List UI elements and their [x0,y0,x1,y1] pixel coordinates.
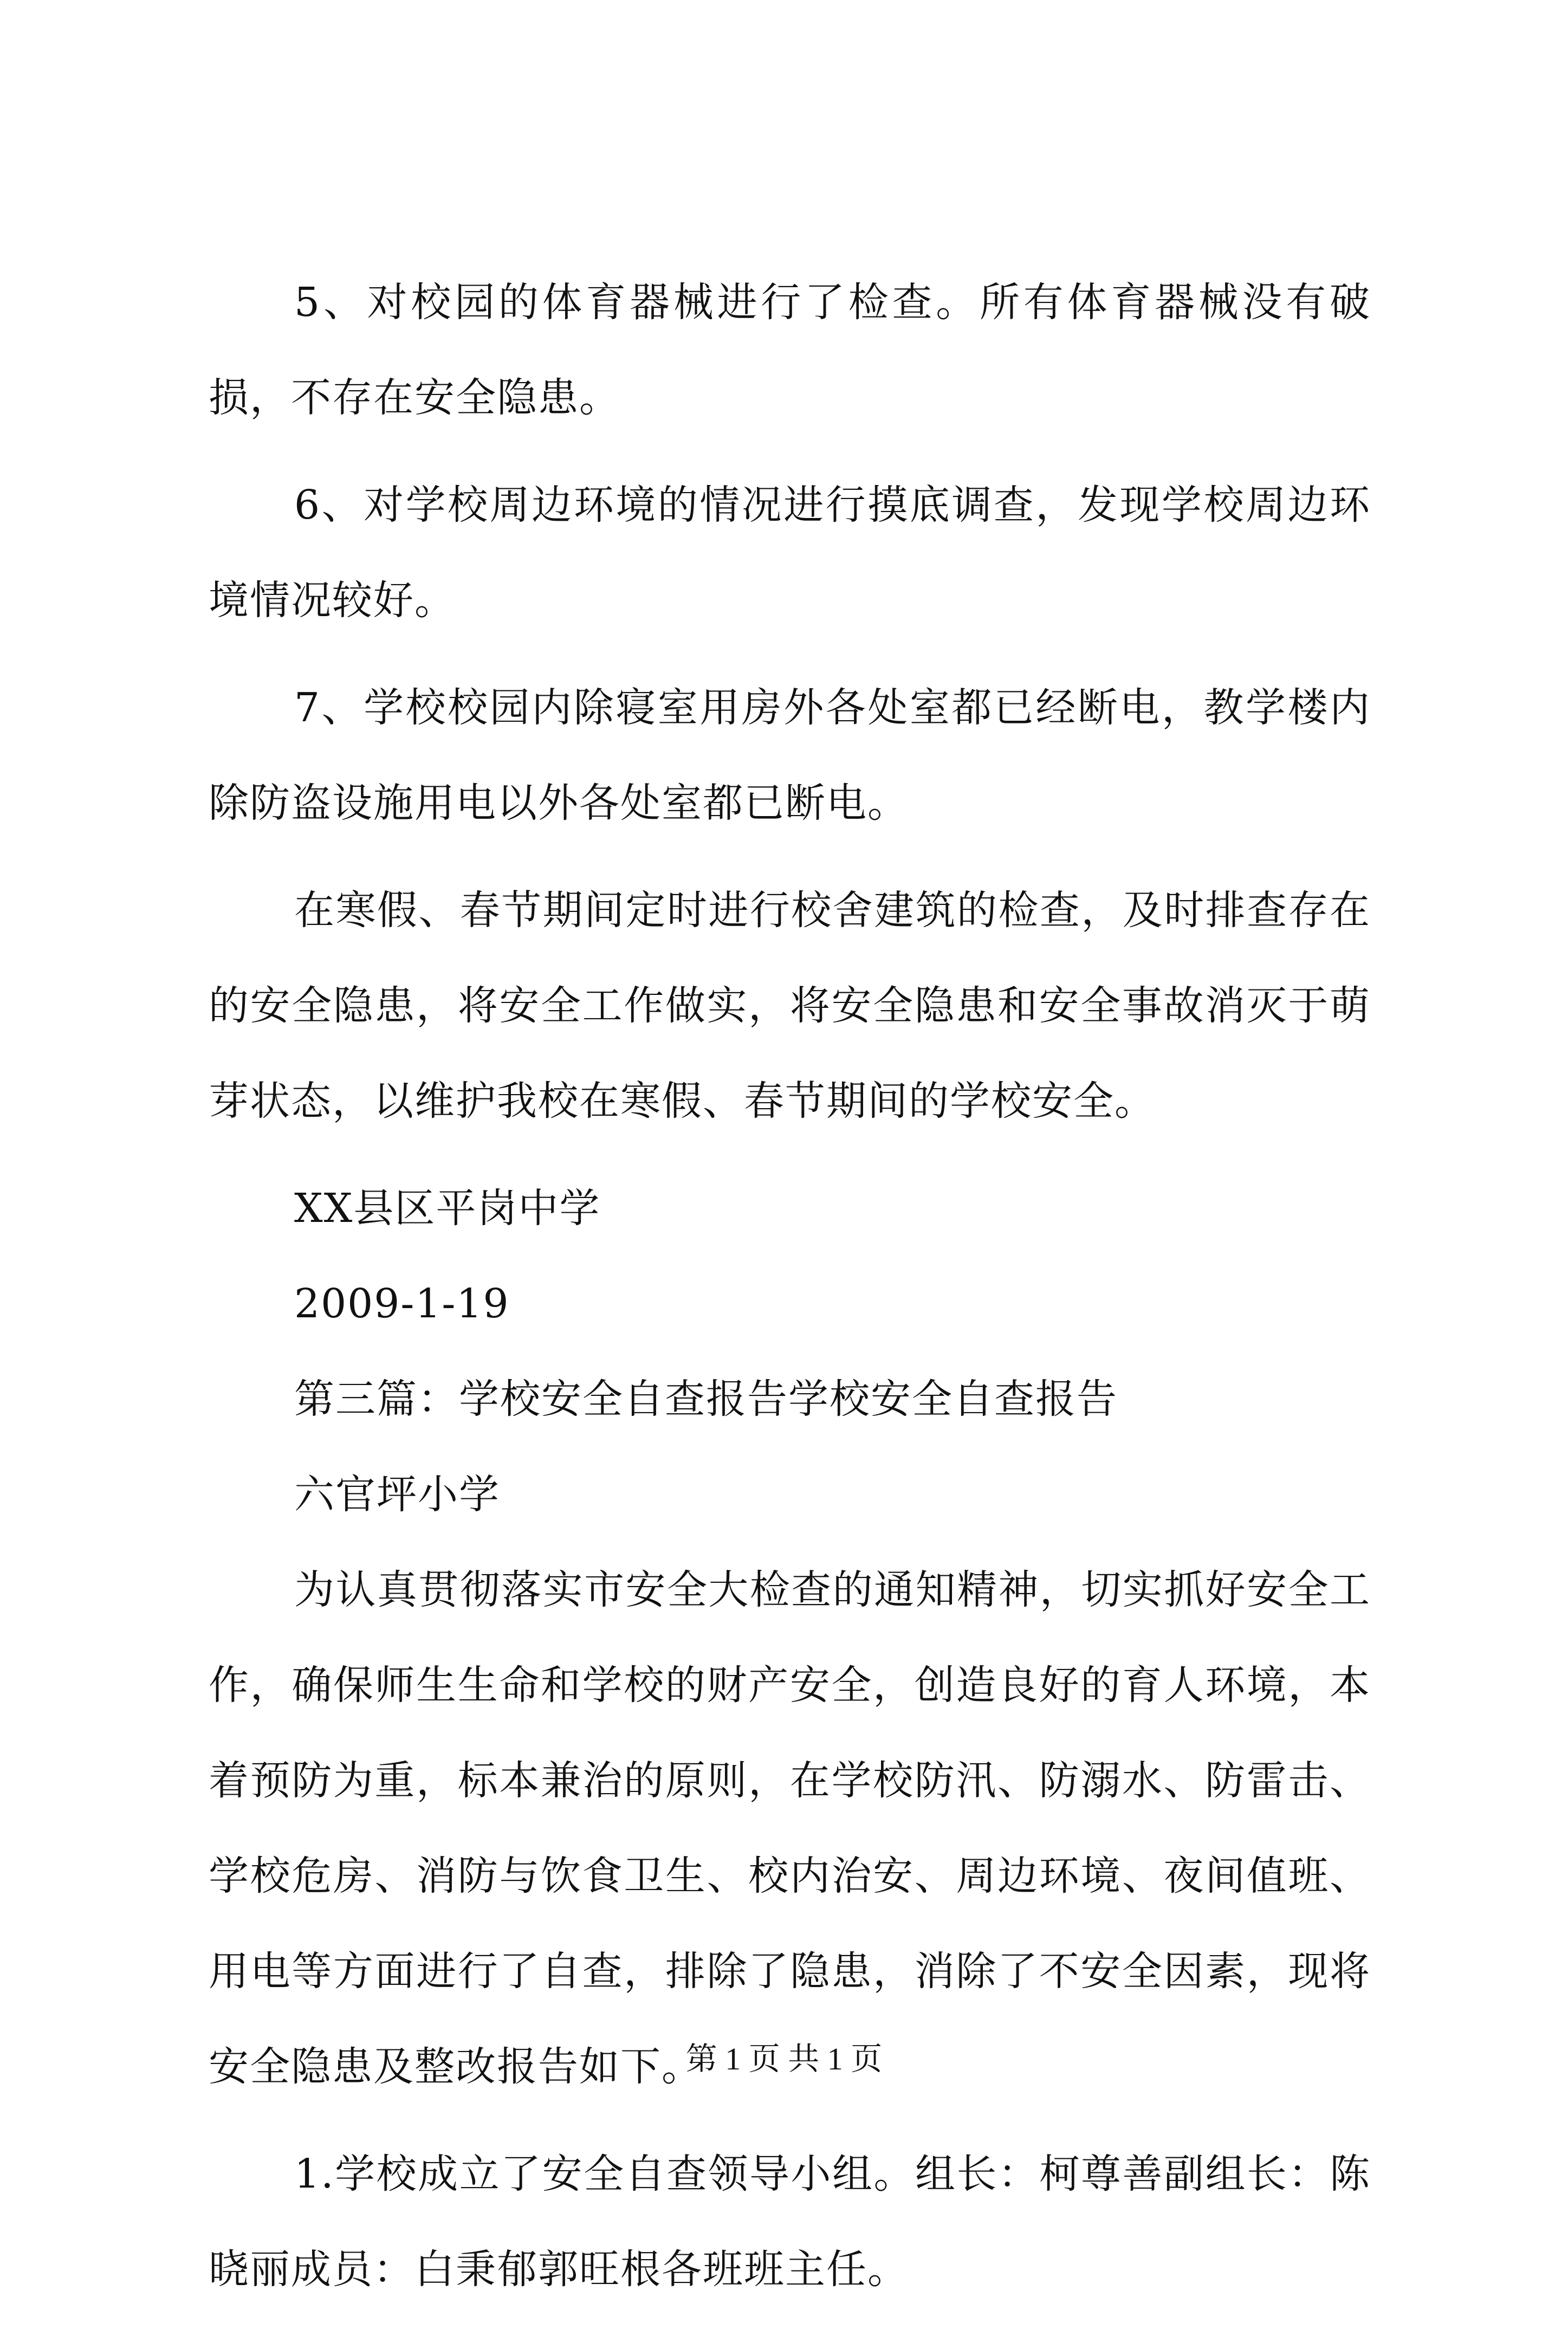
section-title: 第三篇：学校安全自查报告学校安全自查报告 [294,1376,1118,1422]
signature-school: XX县区平岗中学 [294,1185,601,1232]
document-body [209,255,1371,2329]
page-footer: 第 1 页 共 1 页 [685,2041,883,2076]
paragraph-winter-safety: 在寒假、春节期间定时进行校舍建筑的检查，及时排查存在的安全隐患，将安全工作做实，将安全隐患和安全事故消灭于萌芽状态，以维护我校在寒假、春节期间的学校安全。 [209,887,1371,1124]
school-name: 六官坪小学 [294,1471,500,1518]
paragraph-intro: 为认真贯彻落实市安全大检查的通知精神，切实抓好安全工作，确保师生生命和学校的财产安全，创造良好的育人环境，本着预防为重，标本兼治的原则，在学校防汛、防溺水、防雷击、学校危房、消防与饮食卫生、校内治安、周边环境、夜间值班、用电等方面进行了自查，排除了隐患，消除了不安全因素，现将安全隐患及整改报告如下。 [209,1567,1371,2090]
paragraph-item-6: 6、对学校周边环境的情况进行摸底调查，发现学校周边环境情况较好。 [209,482,1371,624]
paragraph-item-7: 7、学校校园内除寝室用房外各处室都已经断电，教学楼内除防盗设施用电以外各处室都已断电。 [209,684,1371,826]
signature-date: 2009-1-19 [294,1280,510,1327]
paragraph-item-5: 5、对校园的体育器械进行了检查。所有体育器械没有破损，不存在安全隐患。 [209,279,1371,421]
paragraph-leadership-group: 1.学校成立了安全自查领导小组。组长：柯尊善副组长：陈晓丽成员：白秉郁郭旺根各班班主任。 [209,2151,1371,2293]
